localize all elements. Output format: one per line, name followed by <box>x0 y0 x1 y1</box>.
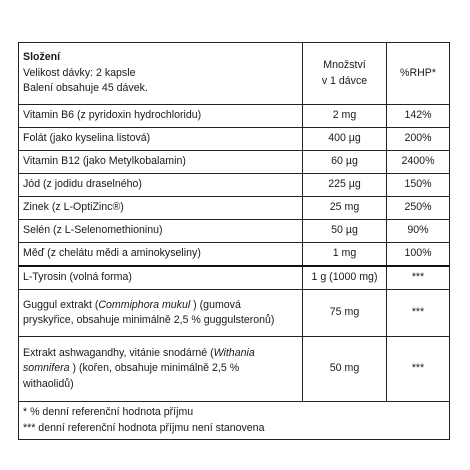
header-info <box>19 43 302 104</box>
ingredient-rhp: 142% <box>386 105 449 127</box>
rhp-header: %RHP* <box>386 43 449 104</box>
table-row <box>19 290 449 337</box>
ingredient-rhp: 250% <box>386 197 449 219</box>
ingredient-rhp: 200% <box>386 128 449 150</box>
ingredient-amount: 400 µg <box>302 128 386 150</box>
ingredient-amount: 225 µg <box>302 174 386 196</box>
ingredient-amount: 60 µg <box>302 151 386 173</box>
table-row <box>19 267 449 290</box>
ingredient-rhp: *** <box>386 337 449 401</box>
footnote-not-established: *** denní referenční hodnota příjmu není stanovena <box>23 422 265 435</box>
ingredient-name: Měď (z chelátu mědi a aminokyseliny) <box>23 247 201 260</box>
ingredient-rhp: *** <box>386 290 449 336</box>
ingredient-amount: 1 g (1000 mg) <box>302 267 386 289</box>
ingredient-rhp: *** <box>386 267 449 289</box>
serving-size: Velikost dávky: 2 kapsle <box>23 66 136 79</box>
table-header-row <box>19 43 449 105</box>
table-row <box>19 197 449 220</box>
ingredient-amount: 1 mg <box>302 243 386 265</box>
ingredient-amount: 2 mg <box>302 105 386 127</box>
ingredient-name: Selén (z L-Selenomethioninu) <box>23 224 163 237</box>
table-row <box>19 128 449 151</box>
ingredient-rhp: 100% <box>386 243 449 265</box>
composition-table <box>18 42 450 440</box>
ingredient-rhp: 90% <box>386 220 449 242</box>
amount-header-line1: Množství <box>323 59 366 72</box>
table-row <box>19 151 449 174</box>
ingredient-amount: 50 µg <box>302 220 386 242</box>
table-row <box>19 337 449 402</box>
table-row <box>19 220 449 243</box>
ingredient-name <box>19 290 302 336</box>
ingredient-amount: 75 mg <box>302 290 386 336</box>
ingredient-name: Vitamin B12 (jako Metylkobalamin) <box>23 155 186 168</box>
footnotes <box>19 402 449 439</box>
ingredient-amount: 50 mg <box>302 337 386 401</box>
servings-count: Balení obsahuje 45 dávek. <box>23 82 148 95</box>
footnote-rhp: * % denní referenční hodnota příjmu <box>23 406 194 418</box>
ingredient-name: Jód (z jodidu draselného) <box>23 178 142 191</box>
ashwa-latin-genus: Withania <box>213 347 255 359</box>
guggul-name-start: Guggul extrakt ( <box>23 299 99 311</box>
ingredient-name: Vitamin B6 (z pyridoxin hydrochloridu) <box>23 109 202 122</box>
ingredient-rhp: 2400% <box>386 151 449 173</box>
guggul-description: pryskyřice, obsahuje minimálně 2,5 % guggulsteronů) <box>23 314 275 327</box>
table-row <box>19 174 449 197</box>
ingredient-name <box>19 337 302 401</box>
ashwa-description-end: withaolidů) <box>23 377 74 390</box>
ingredient-rhp: 150% <box>386 174 449 196</box>
table-title: Složení <box>23 51 61 64</box>
guggul-name-end: ) (gumová <box>193 299 241 311</box>
guggul-latin-name: Commiphora mukul <box>98 299 191 311</box>
ingredient-amount: 25 mg <box>302 197 386 219</box>
amount-header <box>302 43 386 104</box>
ashwa-name-start: Extrakt ashwagandhy, vitánie snodárné ( <box>23 347 214 359</box>
amount-header-line2: v 1 dávce <box>321 74 368 87</box>
ashwa-latin-species: somnifera <box>23 362 70 375</box>
ashwa-description: ) (kořen, obsahuje minimálně 2,5 % <box>72 362 240 375</box>
table-row <box>19 105 449 128</box>
ingredient-name: Folát (jako kyselina listová) <box>23 132 151 145</box>
ingredient-name: Zinek (z L-OptiZinc®) <box>23 201 124 214</box>
ingredient-name: L-Tyrosin (volná forma) <box>23 271 132 284</box>
table-row <box>19 243 449 267</box>
